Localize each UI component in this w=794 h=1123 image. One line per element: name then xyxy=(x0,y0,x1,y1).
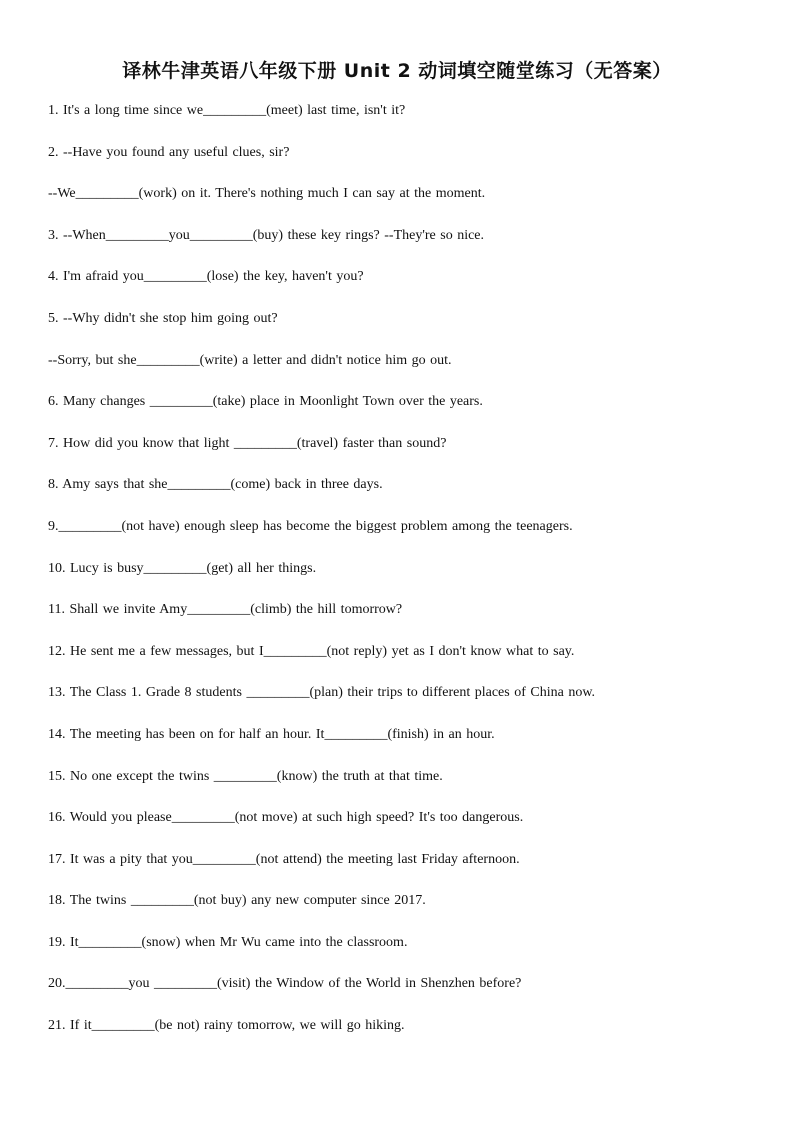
exercise-line: 4. I'm afraid you_________(lose) the key, haven't you? xyxy=(48,269,364,285)
exercise-line: 10. Lucy is busy_________(get) all her things. xyxy=(48,560,317,576)
exercise-line: 7. How did you know that light _________(travel) faster than sound? xyxy=(48,435,447,451)
page-title: 译林牛津英语八年级下册 Unit 2 动词填空随堂练习（无答案） xyxy=(122,60,672,82)
exercise-line: 15. No one except the twins _________(know) the truth at that time. xyxy=(48,768,443,784)
exercise-line: 14. The meeting has been on for half an hour. It_________(finish) in an hour. xyxy=(48,726,495,742)
exercise-line: 6. Many changes _________(take) place in Moonlight Town over the years. xyxy=(48,394,483,410)
exercise-line: 21. If it_________(be not) rainy tomorrow, we will go hiking. xyxy=(48,1018,405,1034)
exercise-line: 13. The Class 1. Grade 8 students _________(plan) their trips to different places of China now. xyxy=(48,685,596,701)
exercise-line: 18. The twins _________(not buy) any new computer since 2017. xyxy=(48,893,426,909)
exercise-line: 2. --Have you found any useful clues, sir? xyxy=(48,144,290,160)
exercise-line: --We_________(work) on it. There's nothing much I can say at the moment. xyxy=(48,186,486,202)
exercise-line: 17. It was a pity that you_________(not attend) the meeting last Friday afternoon. xyxy=(48,851,520,867)
exercise-line: 1. It's a long time since we_________(meet) last time, isn't it? xyxy=(48,103,406,118)
exercise-line: 12. He sent me a few messages, but I_________(not reply) yet as I don't know what to say. xyxy=(48,643,575,659)
exercise-line: 11. Shall we invite Amy_________(climb) the hill tomorrow? xyxy=(48,602,403,618)
exercise-line: 5. --Why didn't she stop him going out? xyxy=(48,310,278,326)
exercise-line: 3. --When_________you_________(buy) these key rings? --They're so nice. xyxy=(48,227,485,243)
exercise-list xyxy=(48,100,768,1057)
exercise-line: 19. It_________(snow) when Mr Wu came into the classroom. xyxy=(48,934,408,950)
exercise-line: 9._________(not have) enough sleep has become the biggest problem among the teenagers. xyxy=(48,518,573,534)
exercise-line: --Sorry, but she_________(write) a letter and didn't notice him go out. xyxy=(48,352,452,368)
exercise-line: 8. Amy says that she_________(come) back in three days. xyxy=(48,477,383,493)
exercise-line: 16. Would you please_________(not move) at such high speed? It's too dangerous. xyxy=(48,810,524,826)
exercise-line: 20._________you _________(visit) the Window of the World in Shenzhen before? xyxy=(48,976,522,992)
